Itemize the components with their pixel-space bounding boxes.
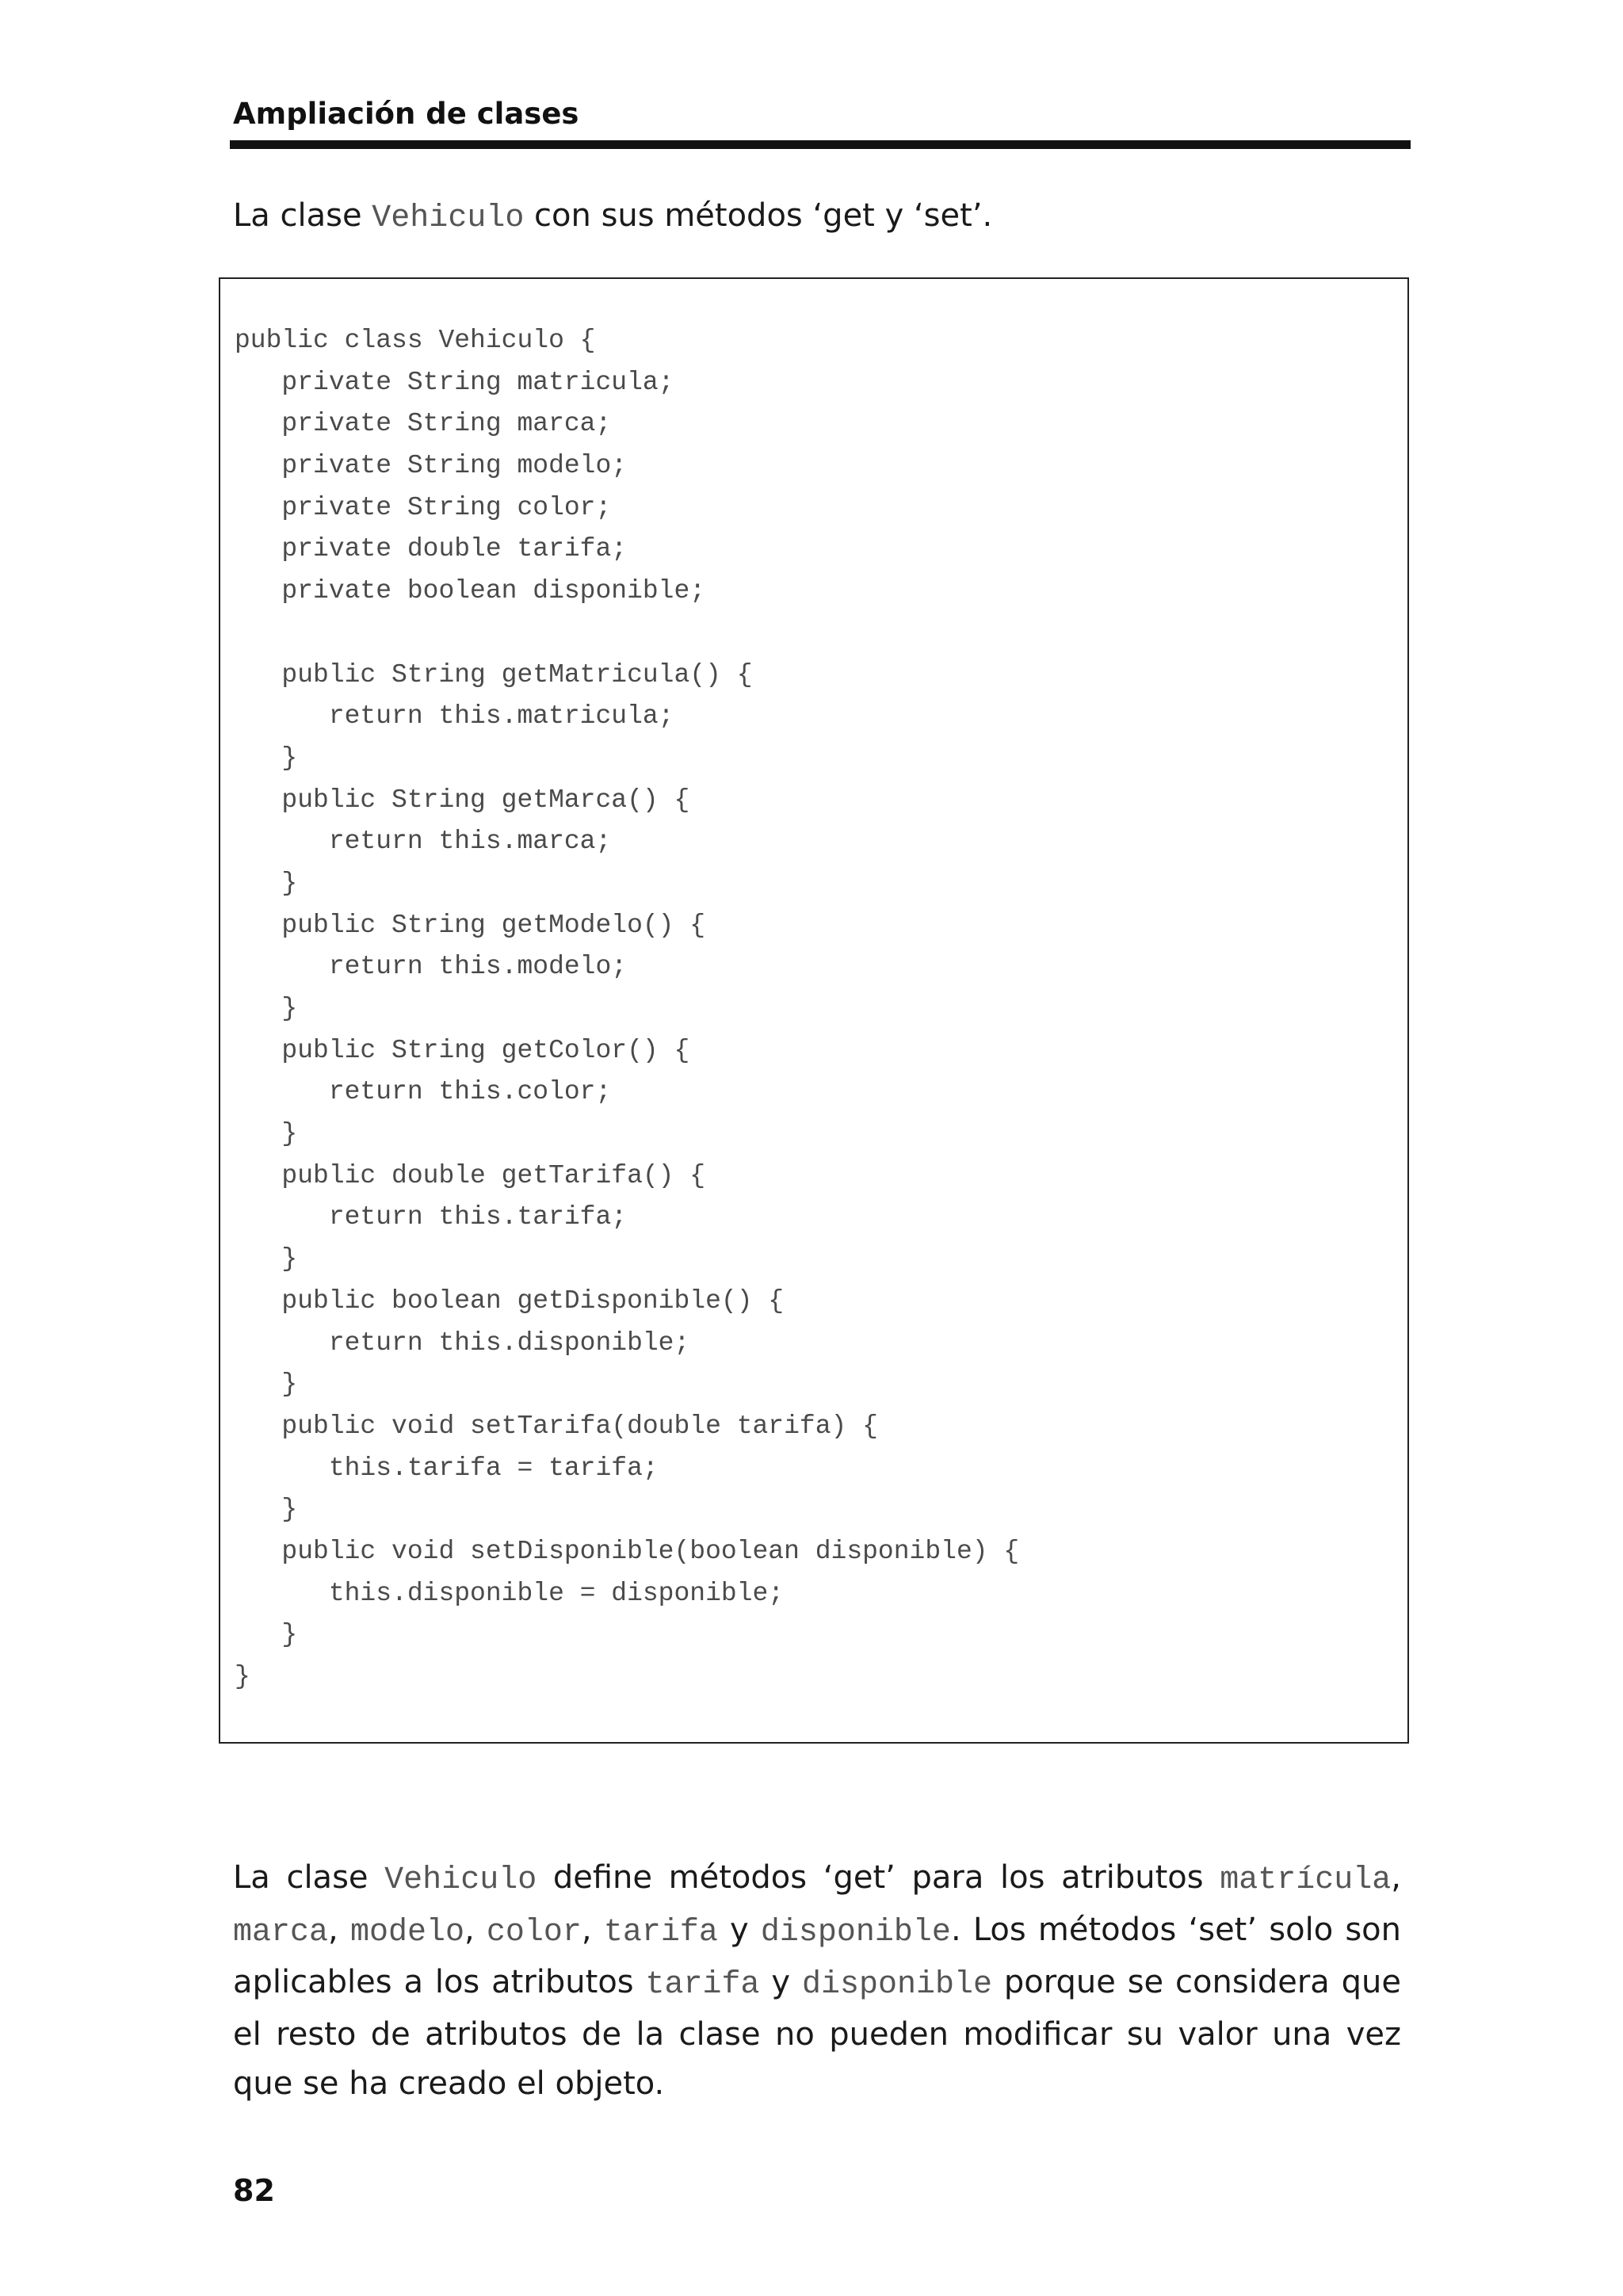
- code-line: }: [235, 1662, 250, 1691]
- paragraph-text: ,: [581, 1912, 604, 1948]
- paragraph-text: ,: [1391, 1859, 1402, 1896]
- code-listing: [235, 320, 1019, 1698]
- code-line: public String getColor() {: [235, 1035, 690, 1065]
- code-line: public boolean getDisponible() {: [235, 1286, 785, 1316]
- intro-suffix: con sus métodos ‘get y ‘set’.: [524, 197, 993, 234]
- code-line: public void setTarifa(double tarifa) {: [235, 1411, 878, 1441]
- code-line: private String marca;: [235, 409, 612, 439]
- code-line: this.disponible = disponible;: [235, 1578, 785, 1608]
- paragraph-text: porque se considera que el resto de atributos de la clase no pueden modificar su valor una vez que se ha creado el objeto.: [233, 1964, 1401, 2102]
- paragraph-text: ,: [464, 1912, 487, 1948]
- code-line: private String matricula;: [235, 367, 674, 397]
- code-line: }: [235, 1620, 298, 1650]
- inline-code: marca: [233, 1915, 329, 1950]
- inline-code: Vehiculo: [384, 1862, 537, 1898]
- code-line: return this.modelo;: [235, 952, 628, 982]
- code-line: private boolean disponible;: [235, 576, 706, 606]
- paragraph-text: y: [717, 1912, 761, 1948]
- paragraph-text: . Los métodos ‘set’ solo son aplicables a los atributos: [233, 1912, 1402, 2000]
- intro-class-name: Vehiculo: [372, 201, 525, 236]
- code-line: public double getTarifa() {: [235, 1160, 706, 1190]
- code-listing-box: [219, 277, 1409, 1744]
- code-line: public String getMarca() {: [235, 785, 690, 815]
- code-line: return this.disponible;: [235, 1328, 690, 1358]
- code-line: public String getMatricula() {: [235, 659, 753, 690]
- code-line: }: [235, 1495, 298, 1525]
- code-line: }: [235, 1244, 298, 1274]
- paragraph-text: define métodos ‘get’ para los atributos: [537, 1859, 1220, 1896]
- code-line: }: [235, 868, 298, 898]
- code-line: }: [235, 1370, 298, 1400]
- running-header-title: Ampliación de clases: [233, 97, 579, 131]
- paragraph-text: La clase: [233, 1859, 385, 1896]
- code-line: this.tarifa = tarifa;: [235, 1453, 659, 1483]
- code-line: public class Vehiculo {: [235, 326, 596, 355]
- inline-code: disponible: [760, 1915, 951, 1950]
- inline-code: modelo: [349, 1915, 464, 1950]
- inline-code: disponible: [801, 1967, 993, 2003]
- code-line: private String modelo;: [235, 451, 628, 481]
- code-line: }: [235, 1119, 298, 1149]
- code-line: }: [235, 743, 298, 773]
- code-line: private String color;: [235, 492, 612, 522]
- paragraph-text: y: [759, 1964, 802, 2000]
- code-line: return this.tarifa;: [235, 1202, 628, 1232]
- code-line: public String getModelo() {: [235, 910, 706, 940]
- inline-code: matrícula: [1220, 1862, 1392, 1898]
- code-line: [235, 613, 1019, 655]
- code-line: }: [235, 994, 298, 1023]
- inline-code: tarifa: [603, 1915, 718, 1950]
- code-line: return this.color;: [235, 1077, 612, 1107]
- code-line: return this.matricula;: [235, 701, 674, 732]
- inline-code: color: [486, 1915, 582, 1950]
- inline-code: tarifa: [645, 1967, 760, 2003]
- intro-sentence: [233, 192, 992, 243]
- code-line: private double tarifa;: [235, 534, 628, 564]
- explanation-paragraph: [233, 1853, 1401, 2108]
- page-number: 82: [233, 2173, 275, 2208]
- code-line: public void setDisponible(boolean disponible) {: [235, 1536, 1020, 1566]
- header-rule: [230, 140, 1411, 149]
- code-line: return this.marca;: [235, 827, 612, 857]
- intro-prefix: La clase: [233, 197, 372, 234]
- paragraph-text: ,: [328, 1912, 350, 1948]
